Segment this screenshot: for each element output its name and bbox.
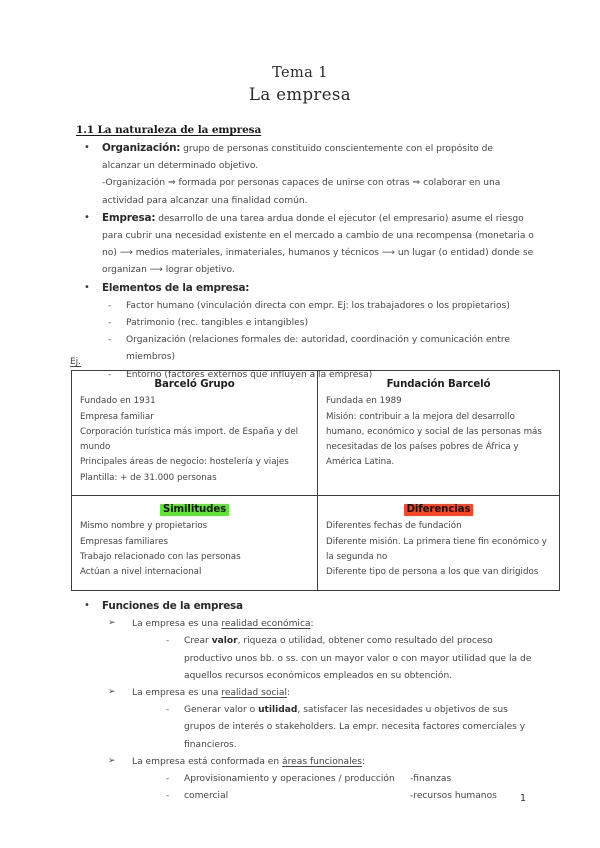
similitudes-highlight: Similitudes [160, 504, 229, 516]
text-pre: La empresa es una [132, 619, 222, 630]
table-cell-fundacion-barcelo [318, 371, 560, 496]
cell-title [80, 502, 309, 517]
realidad-economica-sublist [132, 633, 534, 685]
text-underline: realidad social [221, 688, 288, 699]
cell-line: Empresa familiar [80, 411, 154, 422]
cell-line: Diferente misión. La primera tiene fin económico y la segunda no [326, 536, 547, 562]
cell-line: Fundada en 1989 [326, 396, 402, 407]
document-title [0, 64, 600, 106]
sub-post: , riqueza o utilidad, obtener como resultado del proceso productivo unos bb. o ss. con un mayor valor o con mayor utilidad que la de aquellos recursos económicos empleados en su obtención. [184, 636, 532, 681]
text-post: : [287, 688, 291, 699]
area-right: -recursos humanos [410, 791, 497, 802]
text-pre: La empresa es una [132, 688, 222, 699]
top-level-list [76, 140, 534, 175]
sub-pre: Crear [184, 636, 212, 647]
table-row [72, 371, 560, 496]
list-item-realidad-economica [106, 616, 534, 685]
sub-pre: Generar valor o [184, 705, 259, 716]
cell-line: Empresas familiares [80, 536, 168, 547]
cell-title: Barceló Grupo [154, 379, 235, 390]
area-right: -finanzas [410, 774, 452, 785]
cell-line: Plantilla: + de 31.000 personas [80, 472, 217, 483]
list-item: - Entorno (factores externos que influyen a la empresa) [102, 367, 534, 384]
list-item-organizacion [76, 140, 534, 175]
funciones-list [76, 598, 534, 616]
empresa-list [76, 210, 534, 298]
list-item-empresa [76, 210, 534, 280]
cell-line: Actúan a nivel internacional [80, 567, 202, 578]
list-item: - Factor humano (vinculación directa con empr. Ej: los trabajadores o los propietarios) [102, 298, 534, 315]
list-item [160, 702, 534, 754]
area-left: Aprovisionamiento y operaciones / producción [184, 774, 395, 785]
body-content [76, 140, 534, 384]
sub-bold: utilidad [258, 705, 298, 716]
realidad-social-sublist [132, 702, 534, 754]
cell-line: Principales áreas de negocio: hostelería y viajes [80, 457, 289, 468]
diferencias-highlight: Diferencias [404, 504, 474, 516]
cell-line: Corporación turística más import. de España y del mundo [80, 426, 299, 453]
table-cell-similitudes [72, 496, 318, 590]
organizacion-note: -Organización ⇒ formada por personas capaces de unirse con otras ⇒ colaborar en una actividad para alcanzar una finalidad común. [102, 178, 501, 206]
title-line-1: Tema 1 [272, 65, 328, 81]
sub-bold: valor [211, 636, 238, 647]
list-item: - Organización (relaciones formales de: autoridad, coordinación y comunicación entre miembros) [102, 332, 534, 366]
elementos-lead: Elementos de la empresa: [102, 281, 250, 294]
funciones-arrow-list [76, 616, 534, 805]
cell-title: Fundación Barceló [386, 379, 491, 390]
area-left: comercial [184, 791, 229, 802]
list-item [160, 788, 534, 805]
list-item-funciones [76, 598, 534, 616]
organizacion-text: grupo de personas constituido conscientemente con el propósito de alcanzar un determinado objetivo. [102, 144, 493, 172]
cell-title [326, 502, 551, 517]
list-item-realidad-social [106, 685, 534, 754]
text-post: : [361, 756, 366, 767]
sub-post: , satisfacer las necesidades u objetivos de sus grupos de interés o stakeholders. La empr. necesita factores comerciales y financieros. [184, 705, 526, 750]
table-cell-diferencias [318, 496, 560, 590]
empresa-text: desarrollo de una tarea ardua donde el ejecutor (el empresario) asume el riesgo para cubrir una necesidad existente en el mercado a cambio de una recompensa (monetaria o no) ⟶ medios materiales, inmateriales, humanos y técnicos ⟶ un lugar (o entidad) donde se organizan ⟶ lograr objetivo. [102, 213, 534, 276]
empresa-lead: Empresa: [102, 211, 156, 224]
cell-line: Trabajo relacionado con las personas [80, 551, 241, 562]
funciones-lead: Funciones de la empresa [102, 600, 243, 612]
text-post: : [310, 619, 314, 630]
cell-line: Misión: contribuir a la mejora del desarrollo humano, económico y social de las personas más necesitadas de los países pobres de África y América Latina. [326, 411, 542, 468]
page-number: 1 [519, 793, 526, 804]
cell-line: Fundado en 1931 [80, 396, 156, 407]
table-row [72, 496, 560, 590]
areas-funcionales-sublist [132, 771, 534, 805]
example-label: Ej. [70, 357, 82, 367]
table-cell-barcelo-grupo [72, 371, 318, 496]
cell-line: Mismo nombre y propietarios [80, 521, 208, 532]
title-line-2: La empresa [249, 85, 351, 104]
organizacion-lead: Organización: [102, 142, 181, 154]
text-pre: La empresa está conformada en [132, 756, 283, 767]
list-item [160, 633, 534, 685]
list-item: - Patrimonio (rec. tangibles e intangibles) [102, 315, 534, 332]
funciones-section [76, 598, 534, 805]
list-item-elementos [76, 280, 534, 298]
text-underline: realidad económica [221, 619, 311, 630]
cell-line: Diferente tipo de persona a los que van dirigidos [326, 567, 539, 578]
comparison-table [71, 370, 560, 591]
list-item [160, 771, 534, 788]
text-underline: áreas funcionales [282, 756, 362, 767]
section-heading: 1.1 La naturaleza de la empresa [76, 124, 262, 136]
list-item-areas-funcionales [106, 754, 534, 806]
cell-line: Diferentes fechas de fundación [326, 521, 462, 532]
